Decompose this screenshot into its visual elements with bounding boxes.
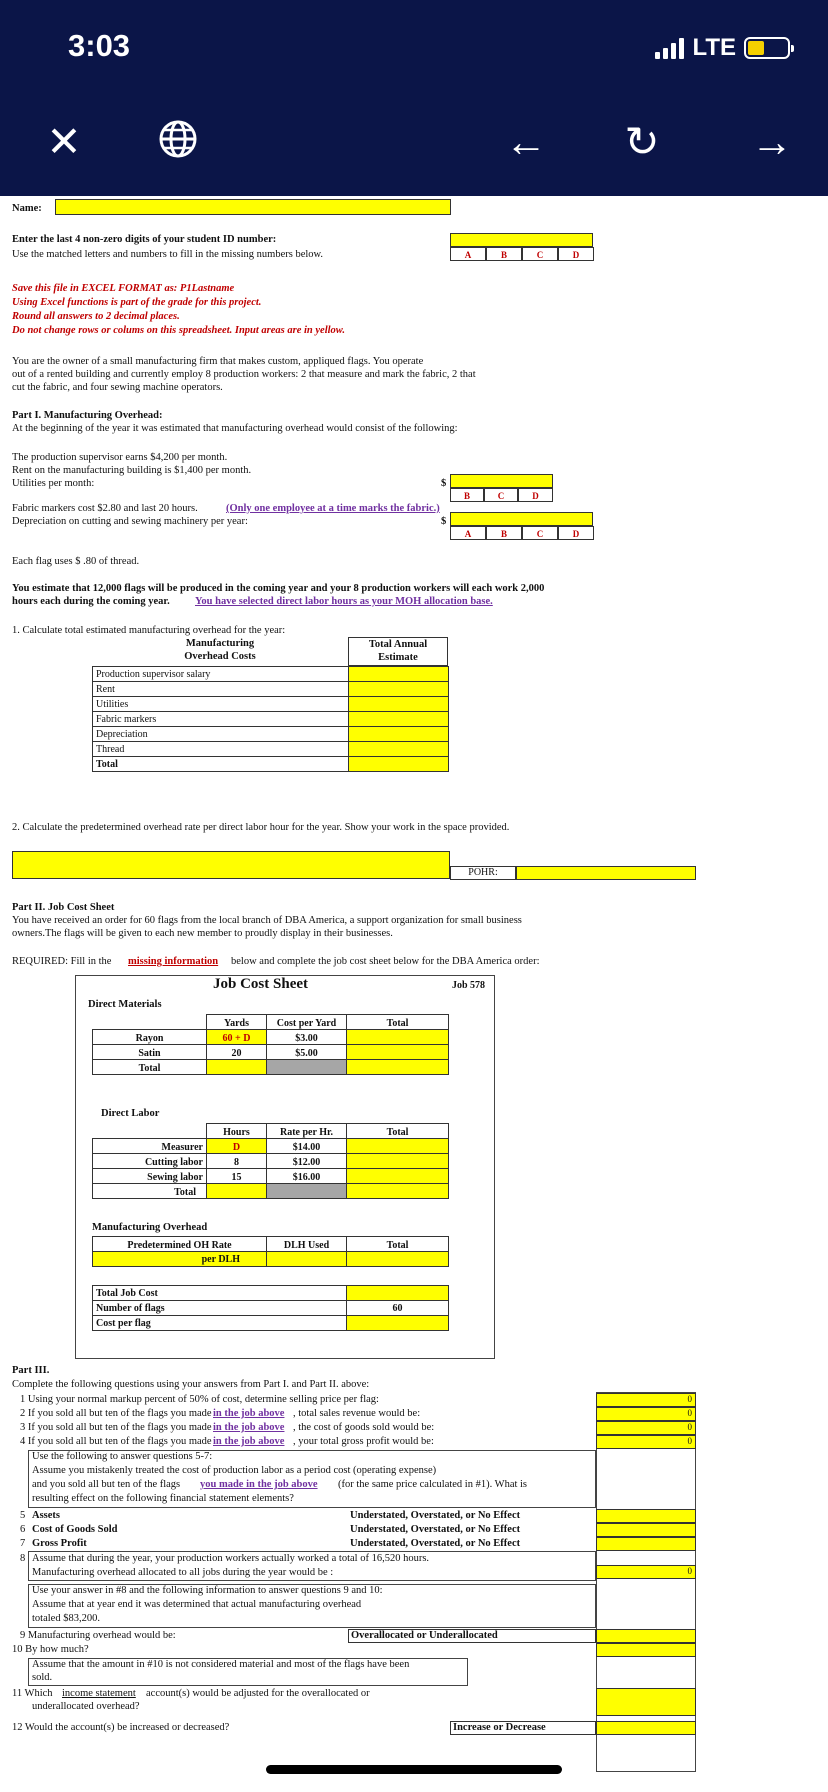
dl-head-rate: Rate per Hr. bbox=[267, 1124, 347, 1139]
dm-satin-rate: $5.00 bbox=[267, 1045, 347, 1060]
status-time: 3:03 bbox=[68, 28, 131, 63]
spreadsheet-document bbox=[0, 196, 828, 1792]
q10-text: 10 By how much? bbox=[12, 1644, 89, 1655]
q8-answer[interactable]: 0 bbox=[596, 1565, 696, 1579]
depreciation-text: Depreciation on cutting and sewing machinery per year: bbox=[12, 516, 248, 527]
dm-yards-total[interactable] bbox=[207, 1060, 267, 1075]
dm-head-total: Total bbox=[347, 1015, 449, 1030]
q7-label: Gross Profit bbox=[32, 1538, 87, 1549]
q8-line-2: Manufacturing overhead allocated to all jobs during the year would be : bbox=[32, 1567, 334, 1578]
moh-row-input[interactable] bbox=[349, 697, 449, 712]
oh-head-rate: Predetermined OH Rate bbox=[93, 1237, 267, 1252]
p3-q2-link[interactable]: in the job above bbox=[213, 1408, 285, 1419]
dm-table bbox=[92, 1014, 449, 1075]
dm-rayon-yards[interactable]: 60 + D bbox=[207, 1030, 267, 1045]
globe-icon[interactable] bbox=[150, 118, 206, 170]
p3-answer-3[interactable]: 0 bbox=[596, 1421, 696, 1435]
dl-measurer-hours[interactable]: D bbox=[207, 1139, 267, 1154]
q11-text-b: account(s) would be adjusted for the overallocated or bbox=[146, 1688, 370, 1699]
intro-line-3: cut the fabric, and four sewing machine operators. bbox=[12, 382, 223, 393]
signal-icon bbox=[655, 37, 684, 59]
dl-title: Direct Labor bbox=[101, 1108, 160, 1119]
thread-text: Each flag uses $ .80 of thread. bbox=[12, 556, 140, 567]
p3-q3b: , the cost of goods sold would be: bbox=[293, 1422, 435, 1433]
depreciation-dollar: $ bbox=[441, 516, 447, 527]
q6-number: 6 bbox=[20, 1524, 26, 1535]
intro-line-2: out of a rented building and currently employ 8 production workers: 2 that measure and mark the fabric, 2 that bbox=[12, 369, 476, 380]
moh-row-label: Depreciation bbox=[93, 727, 349, 742]
dm-rate-blank bbox=[267, 1060, 347, 1075]
box1-link[interactable]: you made in the job above bbox=[200, 1479, 318, 1490]
dm-row-name: Total bbox=[93, 1060, 207, 1075]
box1-line-3: and you sold all but ten of the flags bbox=[32, 1479, 181, 1490]
id-letter-b: B bbox=[486, 247, 522, 261]
summary-label: Number of flags bbox=[93, 1301, 347, 1316]
box1-line-2: Assume you mistakenly treated the cost of production labor as a period cost (operating expense) bbox=[32, 1465, 437, 1476]
estimate-head-line2: Estimate bbox=[378, 652, 418, 663]
network-label: LTE bbox=[692, 34, 736, 61]
p3-q4a: 4 If you sold all but ten of the flags you made bbox=[20, 1436, 212, 1447]
moh-row-input[interactable] bbox=[349, 727, 449, 742]
home-indicator[interactable] bbox=[266, 1765, 562, 1774]
q8-number: 8 bbox=[20, 1553, 26, 1564]
utilities-dollar: $ bbox=[441, 478, 447, 489]
moh-table bbox=[92, 666, 449, 772]
estimate-head-line1: Total Annual bbox=[368, 639, 428, 650]
moh-row-input[interactable] bbox=[349, 712, 449, 727]
summary-table bbox=[92, 1285, 449, 1331]
dm-row-name: Satin bbox=[93, 1045, 207, 1060]
fabric-link[interactable]: (Only one employee at a time marks the fabric.) bbox=[226, 503, 440, 514]
oh-table bbox=[92, 1236, 449, 1267]
dl-row-name: Cutting labor bbox=[93, 1154, 207, 1169]
dl-table bbox=[92, 1123, 449, 1199]
dl-sewing-hours: 15 bbox=[207, 1169, 267, 1184]
q8-line-1: Assume that during the year, your production workers actually worked a total of 16,520 hours. bbox=[32, 1553, 430, 1564]
forward-icon[interactable]: → bbox=[751, 118, 793, 165]
id-letter-d: D bbox=[558, 247, 594, 261]
box2-line-2: Assume that at year end it was determined that actual manufacturing overhead bbox=[32, 1599, 362, 1610]
part3-title: Part III. bbox=[12, 1365, 50, 1376]
dl-sewing-total[interactable] bbox=[347, 1169, 449, 1184]
part2-line-1: You have received an order for 60 flags from the local branch of DBA America, a support organization for small business bbox=[12, 915, 522, 926]
depr-letter-d: D bbox=[558, 526, 594, 540]
moh-table-head bbox=[92, 637, 348, 663]
dl-sewing-rate: $16.00 bbox=[267, 1169, 347, 1184]
q5-label: Assets bbox=[32, 1510, 60, 1521]
oh-head-dlh: DLH Used bbox=[267, 1237, 347, 1252]
summary-label: Total Job Cost bbox=[93, 1286, 347, 1301]
p3-answer-1[interactable]: 0 bbox=[596, 1393, 696, 1407]
estimate-line-1: You estimate that 12,000 flags will be produced in the coming year and your 8 production workers will each work 2,000 bbox=[12, 583, 545, 594]
dm-total[interactable] bbox=[347, 1060, 449, 1075]
q6-label: Cost of Goods Sold bbox=[32, 1524, 118, 1535]
q12-options: Increase or Decrease bbox=[450, 1721, 596, 1735]
q9-options: Overallocated or Underallocated bbox=[348, 1629, 596, 1643]
dm-satin-yards: 20 bbox=[207, 1045, 267, 1060]
part1-title: Part I. Manufacturing Overhead: bbox=[12, 410, 163, 421]
part1-subtitle: At the beginning of the year it was estimated that manufacturing overhead would consist of the following: bbox=[12, 423, 458, 434]
q7-answer[interactable] bbox=[596, 1537, 696, 1551]
allocation-base-link[interactable]: You have selected direct labor hours as your MOH allocation base. bbox=[195, 596, 493, 607]
summary-label: Cost per flag bbox=[93, 1316, 347, 1331]
q6-answer[interactable] bbox=[596, 1523, 696, 1537]
id-digits-input[interactable] bbox=[450, 233, 593, 247]
utilities-text: Utilities per month: bbox=[12, 478, 95, 489]
q7-options: Understated, Overstated, or No Effect bbox=[350, 1538, 521, 1549]
q6-options: Understated, Overstated, or No Effect bbox=[350, 1524, 521, 1535]
estimate-line-2: hours each during the coming year. bbox=[12, 596, 170, 607]
utilities-letter-d: D bbox=[518, 488, 553, 502]
reload-icon[interactable]: ↻ bbox=[624, 118, 660, 165]
status-icons bbox=[655, 34, 790, 62]
moh-estimate-head bbox=[348, 637, 448, 666]
dm-rayon-total[interactable] bbox=[347, 1030, 449, 1045]
oh-dlh-input[interactable] bbox=[267, 1252, 347, 1267]
dm-rayon-rate: $3.00 bbox=[267, 1030, 347, 1045]
utilities-input[interactable] bbox=[450, 474, 553, 488]
missing-info-link[interactable]: missing information bbox=[128, 956, 219, 967]
dl-total[interactable] bbox=[347, 1184, 449, 1199]
dl-hours-total[interactable] bbox=[207, 1184, 267, 1199]
number-of-flags: 60 bbox=[347, 1301, 449, 1316]
q5-number: 5 bbox=[20, 1510, 26, 1521]
q11-text-a: 11 Which bbox=[12, 1688, 53, 1699]
oh-total-input[interactable] bbox=[347, 1252, 449, 1267]
dl-head-total: Total bbox=[347, 1124, 449, 1139]
utilities-letter-c: C bbox=[484, 488, 518, 502]
moh-row-label: Total bbox=[93, 757, 349, 772]
q9-answer[interactable] bbox=[596, 1629, 696, 1643]
question-2: 2. Calculate the predetermined overhead rate per direct labor hour for the year. Show your work in the space provided. bbox=[12, 822, 510, 833]
box3-line-1: Assume that the amount in #10 is not considered material and most of the flags have been bbox=[32, 1659, 410, 1670]
utilities-letter-b: B bbox=[450, 488, 484, 502]
moh-row-label: Fabric markers bbox=[93, 712, 349, 727]
pohr-work-area[interactable] bbox=[12, 851, 450, 879]
dl-head-hours: Hours bbox=[207, 1124, 267, 1139]
dl-row-name: Measurer bbox=[93, 1139, 207, 1154]
moh-row-input[interactable] bbox=[349, 667, 449, 682]
dl-cutting-rate: $12.00 bbox=[267, 1154, 347, 1169]
id-letter-c: C bbox=[522, 247, 558, 261]
dl-cutting-hours: 8 bbox=[207, 1154, 267, 1169]
browser-topbar bbox=[0, 0, 828, 196]
p3-q4-link[interactable]: in the job above bbox=[213, 1436, 285, 1447]
q11-link[interactable]: income statement bbox=[62, 1688, 136, 1699]
p3-answer-4[interactable]: 0 bbox=[596, 1435, 696, 1449]
close-icon[interactable]: ✕ bbox=[46, 118, 82, 165]
p3-q1: 1 Using your normal markup percent of 50% of cost, determine selling price per flag: bbox=[20, 1394, 379, 1405]
p3-q2a: 2 If you sold all but ten of the flags you made bbox=[20, 1408, 212, 1419]
q12-text: 12 Would the account(s) be increased or decreased? bbox=[12, 1722, 230, 1733]
supervisor-text: The production supervisor earns $4,200 per month. bbox=[12, 452, 228, 463]
dl-rate-blank bbox=[267, 1184, 347, 1199]
cost-per-flag-input[interactable] bbox=[347, 1316, 449, 1331]
job-cost-sheet-title: Job Cost Sheet bbox=[213, 976, 309, 992]
depr-letter-a: A bbox=[450, 526, 486, 540]
required-text-b: below and complete the job cost sheet below for the DBA America order: bbox=[231, 956, 540, 967]
total-job-cost-input[interactable] bbox=[347, 1286, 449, 1301]
id-letter-a: A bbox=[450, 247, 486, 261]
rule-2: Using Excel functions is part of the grade for this project. bbox=[12, 297, 262, 308]
rent-text: Rent on the manufacturing building is $1,400 per month. bbox=[12, 465, 252, 476]
oh-rate-input[interactable]: per DLH bbox=[93, 1252, 267, 1267]
dl-cutting-total[interactable] bbox=[347, 1154, 449, 1169]
part2-line-2: owners.The flags will be given to each new member to proudly display in their businesses. bbox=[12, 928, 393, 939]
q9-text: 9 Manufacturing overhead would be: bbox=[20, 1630, 176, 1641]
depr-letter-c: C bbox=[522, 526, 558, 540]
box1-line-1: Use the following to answer questions 5-7: bbox=[32, 1451, 213, 1462]
q12-answer[interactable] bbox=[596, 1721, 696, 1735]
name-input[interactable] bbox=[55, 199, 451, 215]
part2-title: Part II. Job Cost Sheet bbox=[12, 902, 115, 913]
battery-icon bbox=[744, 37, 790, 59]
rule-3: Round all answers to 2 decimal places. bbox=[12, 311, 180, 322]
q11-answer[interactable] bbox=[596, 1688, 696, 1716]
depr-letter-b: B bbox=[486, 526, 522, 540]
name-label: Name: bbox=[12, 203, 42, 214]
dl-row-name: Sewing labor bbox=[93, 1169, 207, 1184]
oh-head-total: Total bbox=[347, 1237, 449, 1252]
dm-satin-total[interactable] bbox=[347, 1045, 449, 1060]
fabric-text: Fabric markers cost $2.80 and last 20 hours. bbox=[12, 503, 198, 514]
moh-row-label: Rent bbox=[93, 682, 349, 697]
back-icon[interactable]: ← bbox=[505, 118, 547, 165]
p3-q3a: 3 If you sold all but ten of the flags you made bbox=[20, 1422, 212, 1433]
job-number: Job 578 bbox=[452, 980, 486, 991]
moh-row-label: Utilities bbox=[93, 697, 349, 712]
dl-measurer-total[interactable] bbox=[347, 1139, 449, 1154]
part3-intro: Complete the following questions using your answers from Part I. and Part II. above: bbox=[12, 1379, 370, 1390]
dm-head-cost: Cost per Yard bbox=[267, 1015, 347, 1030]
dl-row-name: Total bbox=[93, 1184, 207, 1199]
q10-answer[interactable] bbox=[596, 1643, 696, 1657]
intro-line-1: You are the owner of a small manufacturing firm that makes custom, appliqued flags. You operate bbox=[12, 356, 424, 367]
q7-number: 7 bbox=[20, 1538, 26, 1549]
id-heading: Enter the last 4 non-zero digits of your student ID number: bbox=[12, 234, 277, 245]
moh-row-label: Thread bbox=[93, 742, 349, 757]
oh-title: Manufacturing Overhead bbox=[92, 1222, 208, 1233]
q11-text-c: underallocated overhead? bbox=[32, 1701, 140, 1712]
pohr-input[interactable] bbox=[516, 866, 696, 880]
moh-row-label: Production supervisor salary bbox=[93, 667, 349, 682]
p3-q2b: , total sales revenue would be: bbox=[293, 1408, 421, 1419]
dm-row-name: Rayon bbox=[93, 1030, 207, 1045]
q5-options: Understated, Overstated, or No Effect bbox=[350, 1510, 521, 1521]
box1-line-3b: (for the same price calculated in #1). What is bbox=[338, 1479, 528, 1490]
dm-head-yards: Yards bbox=[207, 1015, 267, 1030]
moh-head-line2: Overhead Costs bbox=[184, 651, 256, 662]
dm-title: Direct Materials bbox=[88, 999, 162, 1010]
rule-4: Do not change rows or colums on this spreadsheet. Input areas are in yellow. bbox=[12, 325, 346, 336]
box1-line-4: resulting effect on the following financial statement elements? bbox=[32, 1493, 294, 1504]
pohr-label: POHR: bbox=[450, 866, 516, 880]
box2-line-3: totaled $83,200. bbox=[32, 1613, 100, 1624]
dl-measurer-rate: $14.00 bbox=[267, 1139, 347, 1154]
q5-answer[interactable] bbox=[596, 1509, 696, 1523]
moh-row-input[interactable] bbox=[349, 742, 449, 757]
rule-1: Save this file in EXCEL FORMAT as: P1Lastname bbox=[12, 283, 235, 294]
moh-head-line1: Manufacturing bbox=[185, 638, 255, 649]
depreciation-input[interactable] bbox=[450, 512, 593, 526]
box3-line-2: sold. bbox=[32, 1672, 53, 1683]
p3-q4b: , your total gross profit would be: bbox=[293, 1436, 434, 1447]
question-1: 1. Calculate total estimated manufacturing overhead for the year: bbox=[12, 625, 286, 636]
moh-total-input[interactable] bbox=[349, 757, 449, 772]
p3-answer-2[interactable]: 0 bbox=[596, 1407, 696, 1421]
required-text-a: REQUIRED: Fill in the bbox=[12, 956, 112, 967]
id-subtext: Use the matched letters and numbers to fill in the missing numbers below. bbox=[12, 249, 324, 260]
box2-line-1: Use your answer in #8 and the following information to answer questions 9 and 10: bbox=[32, 1585, 383, 1596]
p3-q3-link[interactable]: in the job above bbox=[213, 1422, 285, 1433]
moh-row-input[interactable] bbox=[349, 682, 449, 697]
